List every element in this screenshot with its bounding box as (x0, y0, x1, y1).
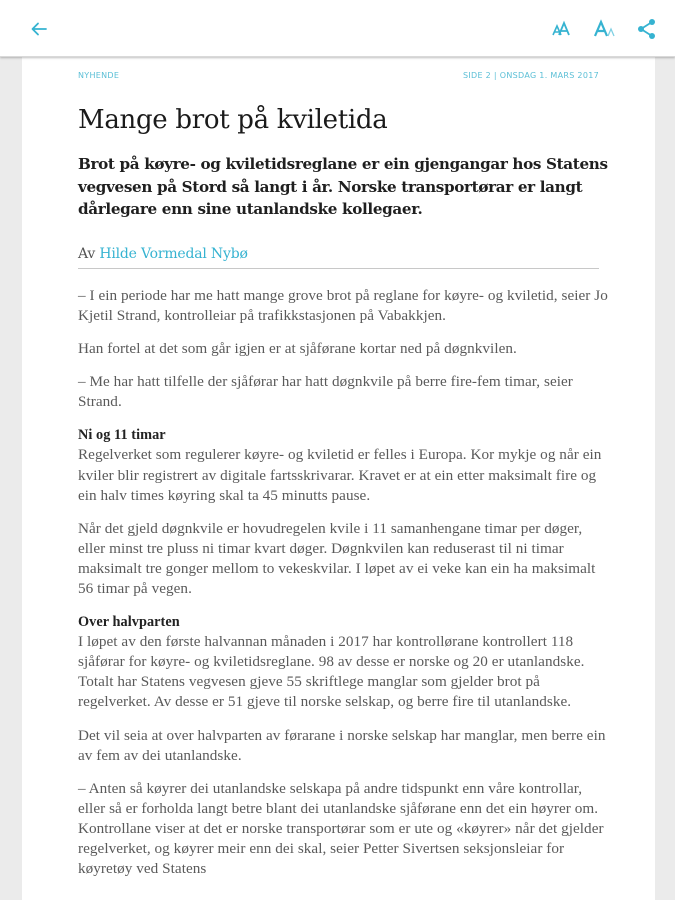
paragraph: Han fortel at det som går igjen er at sjåførane kortar ned på døgnkvilen. (78, 340, 517, 358)
font-size-decrease-icon (551, 19, 573, 39)
article-lead: Brot på køyre- og kviletidsreglane er ein gjengangar hos Statens vegvesen på Stord så langt i år. Norske transportørar er langt dårlegare enn sine utanlandske kollegaer. (78, 155, 608, 218)
paragraph: Det vil seia at over halvparten av førarane i norske selskap har manglar, men berre ein av fem av dei utanlandske. (78, 726, 606, 764)
paragraph: – I ein periode har me hatt mange grove brot på reglane for køyre- og kviletid, seier Jo Kjetil Strand, kontrolleiar på trafikkstasjonen på Vabakkjen. (78, 287, 608, 325)
page-info: SIDE 2 | ONSDAG 1. MARS 2017 (462, 71, 599, 80)
subheading: Ni og 11 timar (78, 427, 166, 444)
byline (78, 246, 599, 269)
paragraph: – Anten så køyrer dei utanlandske selskapa på andre tidspunkt enn våre kontrollar, eller så er forholda langt betre blant dei utanlandske sjåførane enn det ein høyrer om. Kontrollane viser at det er norske transportørar som er ute og «køyrer» når det gjelder regelverket, og køyrer meir enn dei skal, seier Petter Sivertsen seksjonsleiar for køyretøy ved Statens (78, 779, 604, 878)
paragraph: Regelverket som regulerer køyre- og kviletid er felles i Europa. Kor mykje og når ein kviler blir registrert av digitale fartsskrivarar. Kravet er at ein etter maksimalt fire og ein halv times køyring skal ta 45 minutts pause. (78, 446, 602, 504)
page-viewer[interactable] (0, 57, 675, 900)
newspaper-page (22, 57, 655, 900)
subheading: Over halvparten (78, 614, 180, 631)
font-size-increase-button[interactable] (590, 14, 620, 44)
back-button[interactable] (24, 14, 54, 44)
paragraph: Når det gjeld døgnkvile er hovudregelen kvile i 11 samanhengane timar per døger, eller minst tre pluss ni timar kvart døger. Døgnkvilen kan reduserast til ni timar maksimalt tre gonger mellom to vekeskvilar. I løpet av ei veke kan ein ha maksimalt 56 timar på vegen. (78, 519, 596, 598)
byline-prefix: Av (78, 246, 96, 262)
arrow-left-icon (30, 20, 48, 38)
article-body (78, 286, 608, 892)
share-button[interactable] (632, 14, 662, 44)
page-header (78, 71, 599, 83)
font-size-decrease-button[interactable] (547, 14, 577, 44)
paragraph: I løpet av den første halvannan månaden i 2017 har kontrollørane kontrollert 118 sjåførar for køyre- og kviletidsreglane. 98 av desse er norske og 20 er utanlandske. Totalt har Statens vegvesen gjeve 55 skriftlege manglar som gjelder brot på regelverket. Av desse er 51 gjeve til norske selskap, og berre fire til utanlandske. (78, 633, 585, 711)
author-link[interactable]: Hilde Vormedal Nybø (99, 246, 248, 262)
font-size-increase-icon (593, 19, 617, 39)
share-icon (637, 18, 657, 40)
paragraph: – Me har hatt tilfelle der sjåførar har hatt døgnkvile på berre fire-fem timar, seier Strand. (78, 373, 573, 411)
section-label: NYHENDE (78, 71, 120, 80)
top-toolbar (0, 0, 675, 57)
article-headline: Mange brot på kviletida (78, 105, 388, 135)
